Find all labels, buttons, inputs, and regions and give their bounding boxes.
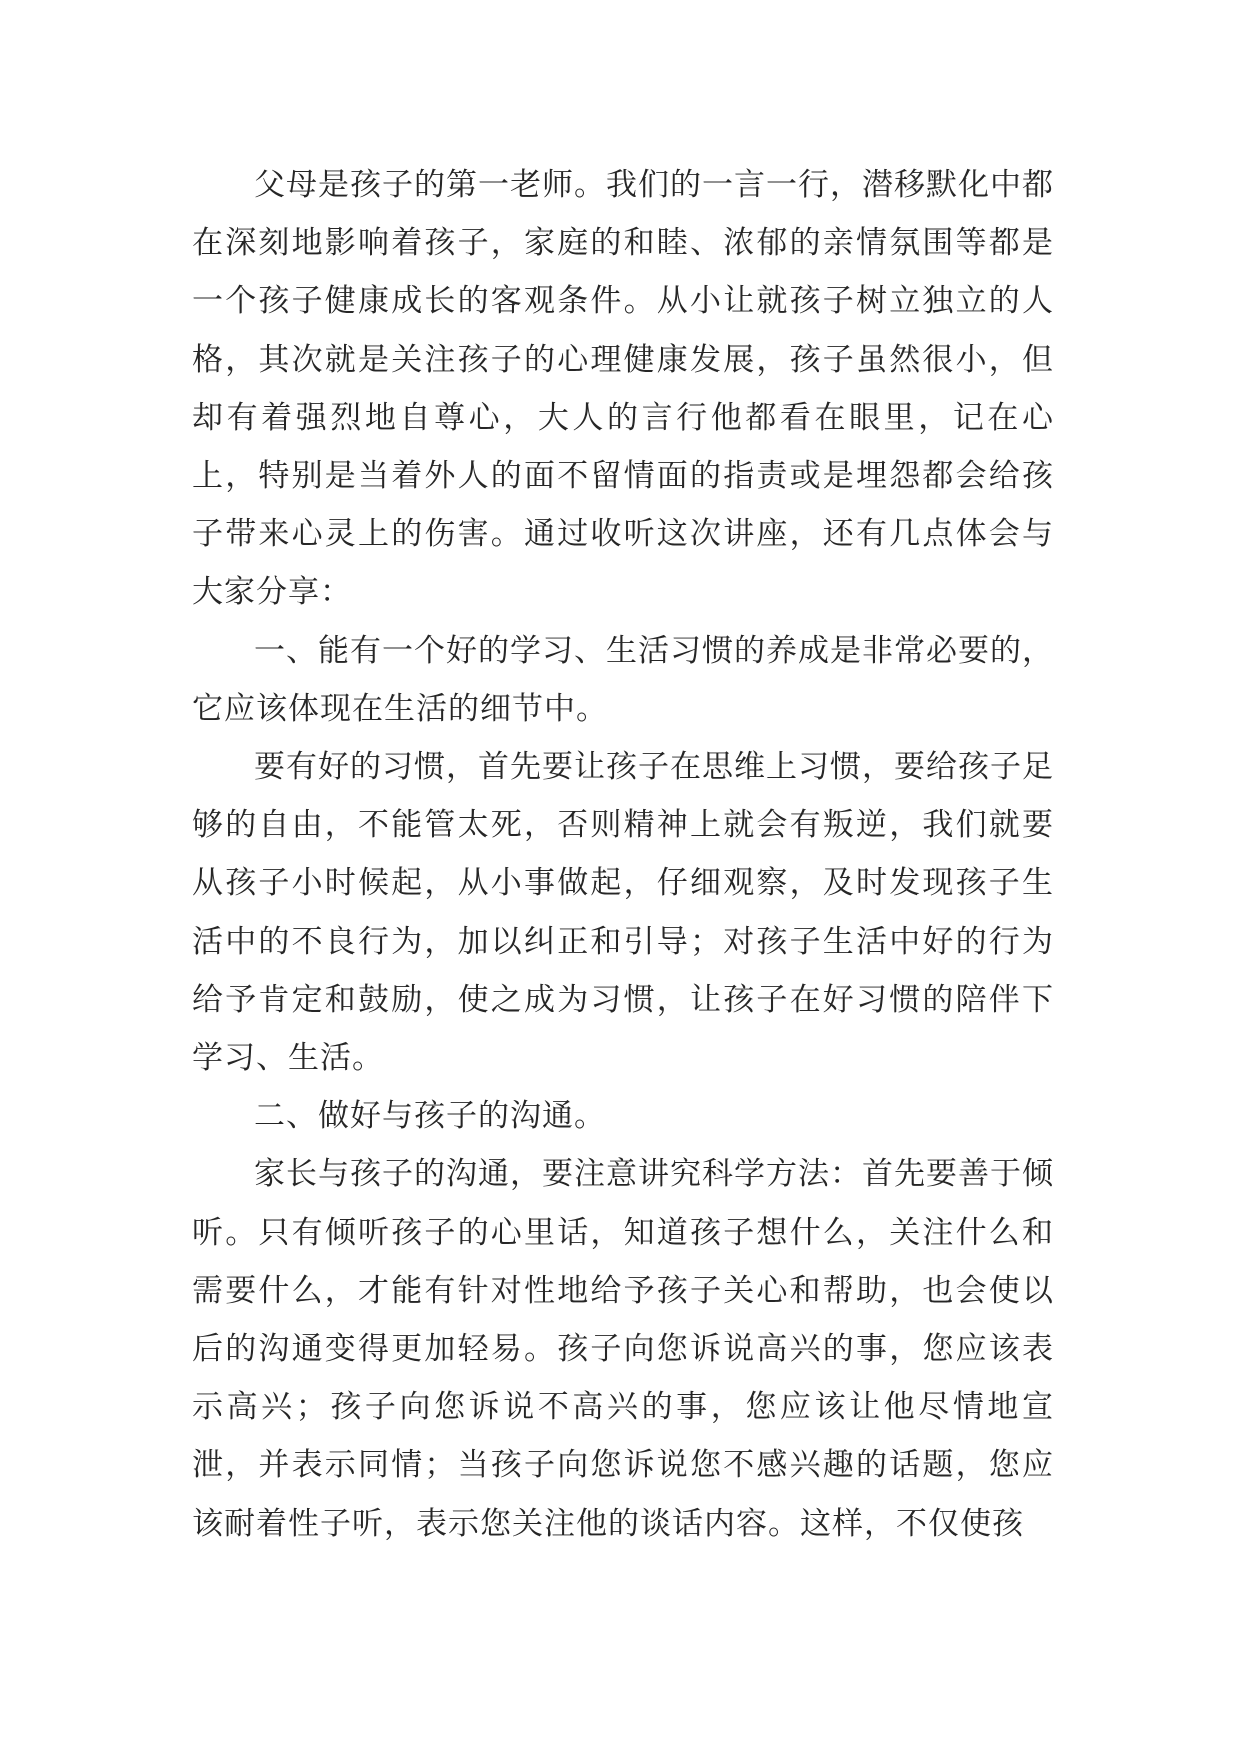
paragraph-habits: 要有好的习惯，首先要让孩子在思维上习惯，要给孩子足够的自由，不能管太死，否则精神上就会有叛逆，我们就要从孩子小时候起，从小事做起，仔细观察，及时发现孩子生活中的不良行为，加以纠正和引导；对孩子生活中好的行为给予肯定和鼓励，使之成为习惯，让孩子在好习惯的陪伴下学习、生活。: [192, 749, 1054, 1077]
paragraph-point-two: 二、做好与孩子的沟通。: [254, 1098, 606, 1135]
paragraph-point-one: 一、能有一个好的学习、生活习惯的养成是非常必要的，它应该体现在生活的细节中。: [192, 632, 1054, 727]
paragraph-communication: 家长与孩子的沟通，要注意讲究科学方法：首先要善于倾听。只有倾听孩子的心里话，知道孩子想什么，关注什么和需要什么，才能有针对性地给予孩子关心和帮助，也会使以后的沟通变得更加轻易。孩子向您诉说高兴的事，您应该表示高兴；孩子向您诉说不高兴的事，您应该让他尽情地宣泄，并表示同情；当孩子向您诉说您不感兴趣的话题，您应该耐着性子听，表示您关注他的谈话内容。这样，不仅使孩: [192, 1156, 1054, 1542]
document-body: [192, 156, 1054, 1553]
paragraph-intro: 父母是孩子的第一老师。我们的一言一行，潜移默化中都在深刻地影响着孩子，家庭的和睦、浓郁的亲情氛围等都是一个孩子健康成长的客观条件。从小让就孩子树立独立的人格，其次就是关注孩子的心理健康发展，孩子虽然很小，但却有着强烈地自尊心，大人的言行他都看在眼里，记在心上，特别是当着外人的面不留情面的指责或是埋怨都会给孩子带来心灵上的伤害。通过收听这次讲座，还有几点体会与大家分享：: [192, 167, 1054, 611]
